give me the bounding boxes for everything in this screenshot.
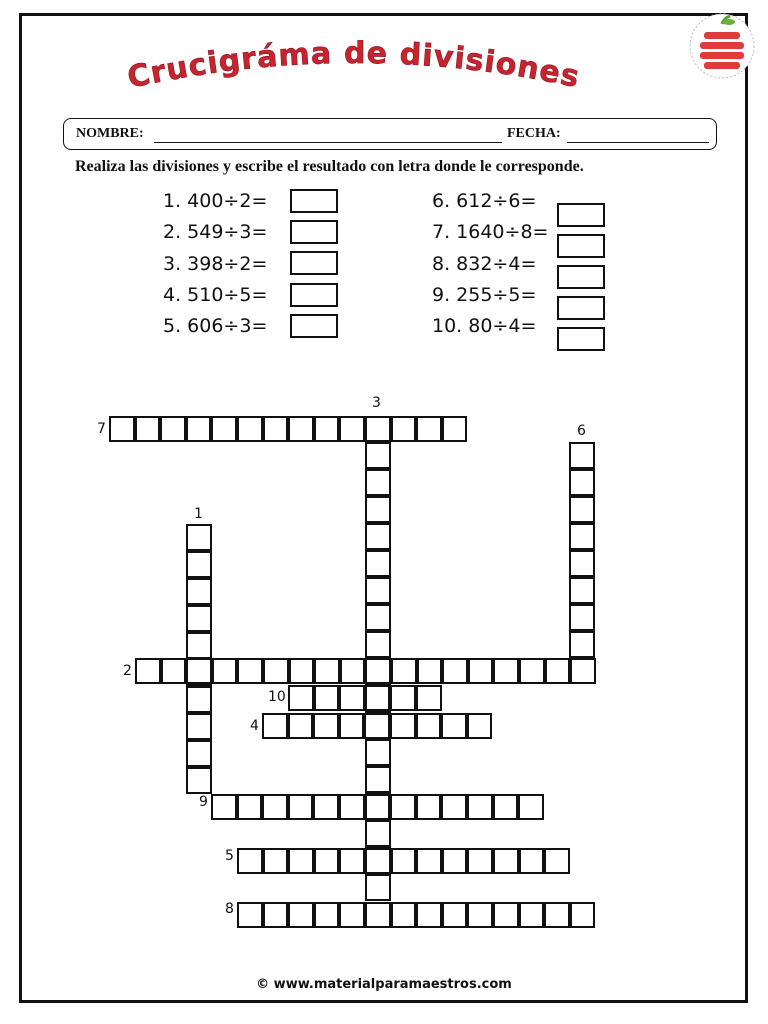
crossword-cell[interactable] — [365, 631, 391, 658]
crossword-cell[interactable] — [365, 874, 391, 901]
answer-box-8[interactable] — [557, 265, 605, 289]
crossword-cell[interactable] — [339, 902, 365, 928]
crossword-cell[interactable] — [391, 658, 417, 684]
crossword-cell[interactable] — [518, 794, 544, 820]
problem-5: 5. 606÷3= — [163, 315, 268, 337]
crossword-cell[interactable] — [569, 469, 595, 496]
clue-number-4: 4 — [250, 718, 259, 734]
crossword-cell[interactable] — [442, 416, 468, 442]
crossword-cell[interactable] — [365, 820, 391, 847]
crossword-cell[interactable] — [519, 848, 545, 874]
crossword-cell[interactable] — [365, 794, 391, 820]
crossword-cell[interactable] — [365, 658, 391, 684]
clue-number-10: 10 — [268, 689, 286, 705]
crossword-cell[interactable] — [442, 658, 468, 684]
crossword-word-7 — [109, 416, 468, 442]
clue-number-3: 3 — [372, 395, 381, 411]
crossword-cell[interactable] — [340, 658, 366, 684]
crossword-cell[interactable] — [263, 902, 289, 928]
answer-box-4[interactable] — [290, 283, 338, 307]
crossword-cell[interactable] — [339, 685, 365, 711]
clue-number-2: 2 — [123, 663, 132, 679]
crossword-cell[interactable] — [288, 416, 314, 442]
apple-logo-icon — [686, 10, 758, 82]
title-text: Crucigráma de divisiones — [125, 40, 584, 96]
crossword-cell[interactable] — [364, 713, 390, 739]
crossword-cell[interactable] — [417, 658, 443, 684]
crossword-cell[interactable] — [314, 658, 340, 684]
crossword-cell[interactable] — [263, 848, 289, 874]
crossword-cell[interactable] — [365, 442, 391, 469]
crossword-cell[interactable] — [211, 794, 237, 820]
crossword-cell[interactable] — [416, 416, 442, 442]
problem-6: 6. 612÷6= — [432, 190, 537, 212]
crossword-cell[interactable] — [314, 416, 340, 442]
name-date-box — [63, 118, 717, 150]
crossword-cell[interactable] — [186, 551, 212, 578]
crossword-cell[interactable] — [186, 524, 212, 551]
clue-number-6: 6 — [577, 423, 586, 439]
problem-2: 2. 549÷3= — [163, 221, 268, 243]
crossword-cell[interactable] — [237, 658, 263, 684]
crossword-cell[interactable] — [544, 902, 570, 928]
date-field[interactable] — [567, 142, 709, 143]
crossword-cell[interactable] — [365, 739, 391, 766]
crossword-cell[interactable] — [288, 794, 314, 820]
answer-box-9[interactable] — [557, 296, 605, 320]
crossword-cell[interactable] — [390, 713, 416, 739]
problem-9: 9. 255÷5= — [432, 284, 537, 306]
crossword-cell[interactable] — [569, 604, 595, 631]
crossword-cell[interactable] — [365, 496, 391, 523]
answer-box-10[interactable] — [557, 327, 605, 351]
crossword-cell[interactable] — [569, 496, 595, 523]
crossword-cell[interactable] — [570, 902, 596, 928]
crossword-cell[interactable] — [365, 577, 391, 604]
crossword-cell[interactable] — [519, 902, 545, 928]
crossword-cell[interactable] — [262, 794, 288, 820]
crossword-cell[interactable] — [545, 658, 571, 684]
crossword-cell[interactable] — [262, 713, 288, 739]
crossword-cell[interactable] — [288, 848, 314, 874]
crossword-cell[interactable] — [288, 713, 314, 739]
crossword-cell[interactable] — [313, 794, 339, 820]
crossword-word-9 — [211, 794, 544, 820]
crossword-cell[interactable] — [442, 848, 468, 874]
crossword-cell[interactable] — [441, 713, 467, 739]
crossword-word-4 — [262, 713, 493, 739]
crossword-cell[interactable] — [493, 794, 519, 820]
crossword-cell[interactable] — [493, 658, 519, 684]
answer-box-1[interactable] — [290, 189, 338, 213]
name-field[interactable] — [154, 142, 502, 143]
crossword-cell[interactable] — [365, 902, 391, 928]
crossword-cell[interactable] — [263, 658, 289, 684]
clue-number-1: 1 — [194, 506, 203, 522]
crossword-cell[interactable] — [467, 713, 493, 739]
crossword-cell[interactable] — [237, 416, 263, 442]
crossword-cell[interactable] — [569, 577, 595, 604]
name-label: NOMBRE: — [76, 126, 144, 141]
crossword-cell[interactable] — [212, 658, 238, 684]
crossword-cell[interactable] — [390, 794, 416, 820]
crossword-cell[interactable] — [288, 685, 314, 711]
instructions: Realiza las divisiones y escribe el resultado con letra donde le corresponde. — [75, 158, 584, 175]
crossword-cell[interactable] — [135, 416, 161, 442]
crossword-cell[interactable] — [237, 902, 263, 928]
crossword-cell[interactable] — [339, 848, 365, 874]
crossword-cell[interactable] — [569, 550, 595, 577]
crossword-cell[interactable] — [186, 605, 212, 632]
crossword-cell[interactable] — [391, 416, 417, 442]
crossword-cell[interactable] — [365, 685, 391, 711]
crossword-cell[interactable] — [441, 794, 467, 820]
clue-number-5: 5 — [225, 848, 234, 864]
crossword-cell[interactable] — [442, 902, 468, 928]
crossword-cell[interactable] — [416, 713, 442, 739]
crossword-cell[interactable] — [416, 794, 442, 820]
crossword-cell[interactable] — [365, 550, 391, 577]
answer-box-3[interactable] — [290, 251, 338, 275]
crossword-cell[interactable] — [416, 685, 442, 711]
crossword-cell[interactable] — [467, 794, 493, 820]
crossword-cell[interactable] — [365, 469, 391, 496]
svg-text:Crucigráma de divisiones — [125, 40, 583, 96]
crossword-cell[interactable] — [468, 658, 494, 684]
problem-1: 1. 400÷2= — [163, 190, 268, 212]
crossword-cell[interactable] — [569, 523, 595, 550]
crossword-cell[interactable] — [289, 658, 315, 684]
answer-box-6[interactable] — [557, 203, 605, 227]
crossword-cell[interactable] — [365, 604, 391, 631]
crossword-cell[interactable] — [416, 902, 442, 928]
problem-10: 10. 80÷4= — [432, 315, 537, 337]
crossword-cell[interactable] — [237, 794, 263, 820]
crossword-cell[interactable] — [161, 658, 187, 684]
crossword-cell[interactable] — [339, 794, 365, 820]
footer-website[interactable]: © www.materialparamaestros.com — [256, 977, 512, 992]
crossword-word-8 — [237, 902, 596, 928]
crossword-cell[interactable] — [391, 848, 417, 874]
crossword-word-6 — [569, 442, 595, 658]
crossword-cell[interactable] — [160, 416, 186, 442]
crossword-cell[interactable] — [519, 658, 545, 684]
answer-box-7[interactable] — [557, 234, 605, 258]
problem-8: 8. 832÷4= — [432, 253, 537, 275]
crossword-cell[interactable] — [391, 902, 417, 928]
crossword-cell[interactable] — [186, 578, 212, 605]
crossword-cell[interactable] — [314, 902, 340, 928]
crossword-cell[interactable] — [493, 902, 519, 928]
problem-3: 3. 398÷2= — [163, 253, 268, 275]
page-title — [125, 40, 585, 110]
answer-box-5[interactable] — [290, 314, 338, 338]
crossword-cell[interactable] — [263, 416, 289, 442]
crossword-cell[interactable] — [186, 740, 212, 767]
crossword-cell[interactable] — [186, 416, 212, 442]
crossword-word-5 — [237, 848, 570, 874]
problem-4: 4. 510÷5= — [163, 284, 268, 306]
crossword-word-10 — [288, 685, 442, 711]
clue-number-8: 8 — [225, 901, 234, 917]
crossword-cell[interactable] — [365, 766, 391, 793]
crossword-cell[interactable] — [314, 848, 340, 874]
crossword-cell[interactable] — [186, 713, 212, 740]
crossword-cell[interactable] — [186, 767, 212, 794]
crossword-cell[interactable] — [211, 416, 237, 442]
crossword-cell[interactable] — [570, 658, 596, 684]
clue-number-7: 7 — [97, 421, 106, 437]
crossword-cell[interactable] — [109, 416, 135, 442]
crossword-cell[interactable] — [365, 848, 391, 874]
crossword-cell[interactable] — [569, 442, 595, 469]
crossword-cell[interactable] — [467, 902, 493, 928]
crossword-cell[interactable] — [237, 848, 263, 874]
answer-box-2[interactable] — [290, 220, 338, 244]
crossword-cell[interactable] — [416, 848, 442, 874]
date-label: FECHA: — [507, 126, 561, 141]
crossword-cell[interactable] — [186, 686, 212, 713]
crossword-cell[interactable] — [313, 713, 339, 739]
crossword-cell[interactable] — [390, 685, 416, 711]
crossword-word-2 — [135, 658, 596, 684]
crossword-cell[interactable] — [314, 685, 340, 711]
crossword-cell[interactable] — [365, 416, 391, 442]
crossword-cell[interactable] — [544, 848, 570, 874]
crossword-cell[interactable] — [339, 713, 365, 739]
crossword-cell[interactable] — [365, 523, 391, 550]
crossword-cell[interactable] — [186, 658, 212, 684]
crossword-cell[interactable] — [569, 631, 595, 658]
crossword-cell[interactable] — [135, 658, 161, 684]
clue-number-9: 9 — [199, 794, 208, 810]
crossword-cell[interactable] — [186, 632, 212, 659]
crossword-cell[interactable] — [339, 416, 365, 442]
crossword-cell[interactable] — [493, 848, 519, 874]
crossword-cell[interactable] — [288, 902, 314, 928]
problem-7: 7. 1640÷8= — [432, 221, 549, 243]
crossword-cell[interactable] — [467, 848, 493, 874]
